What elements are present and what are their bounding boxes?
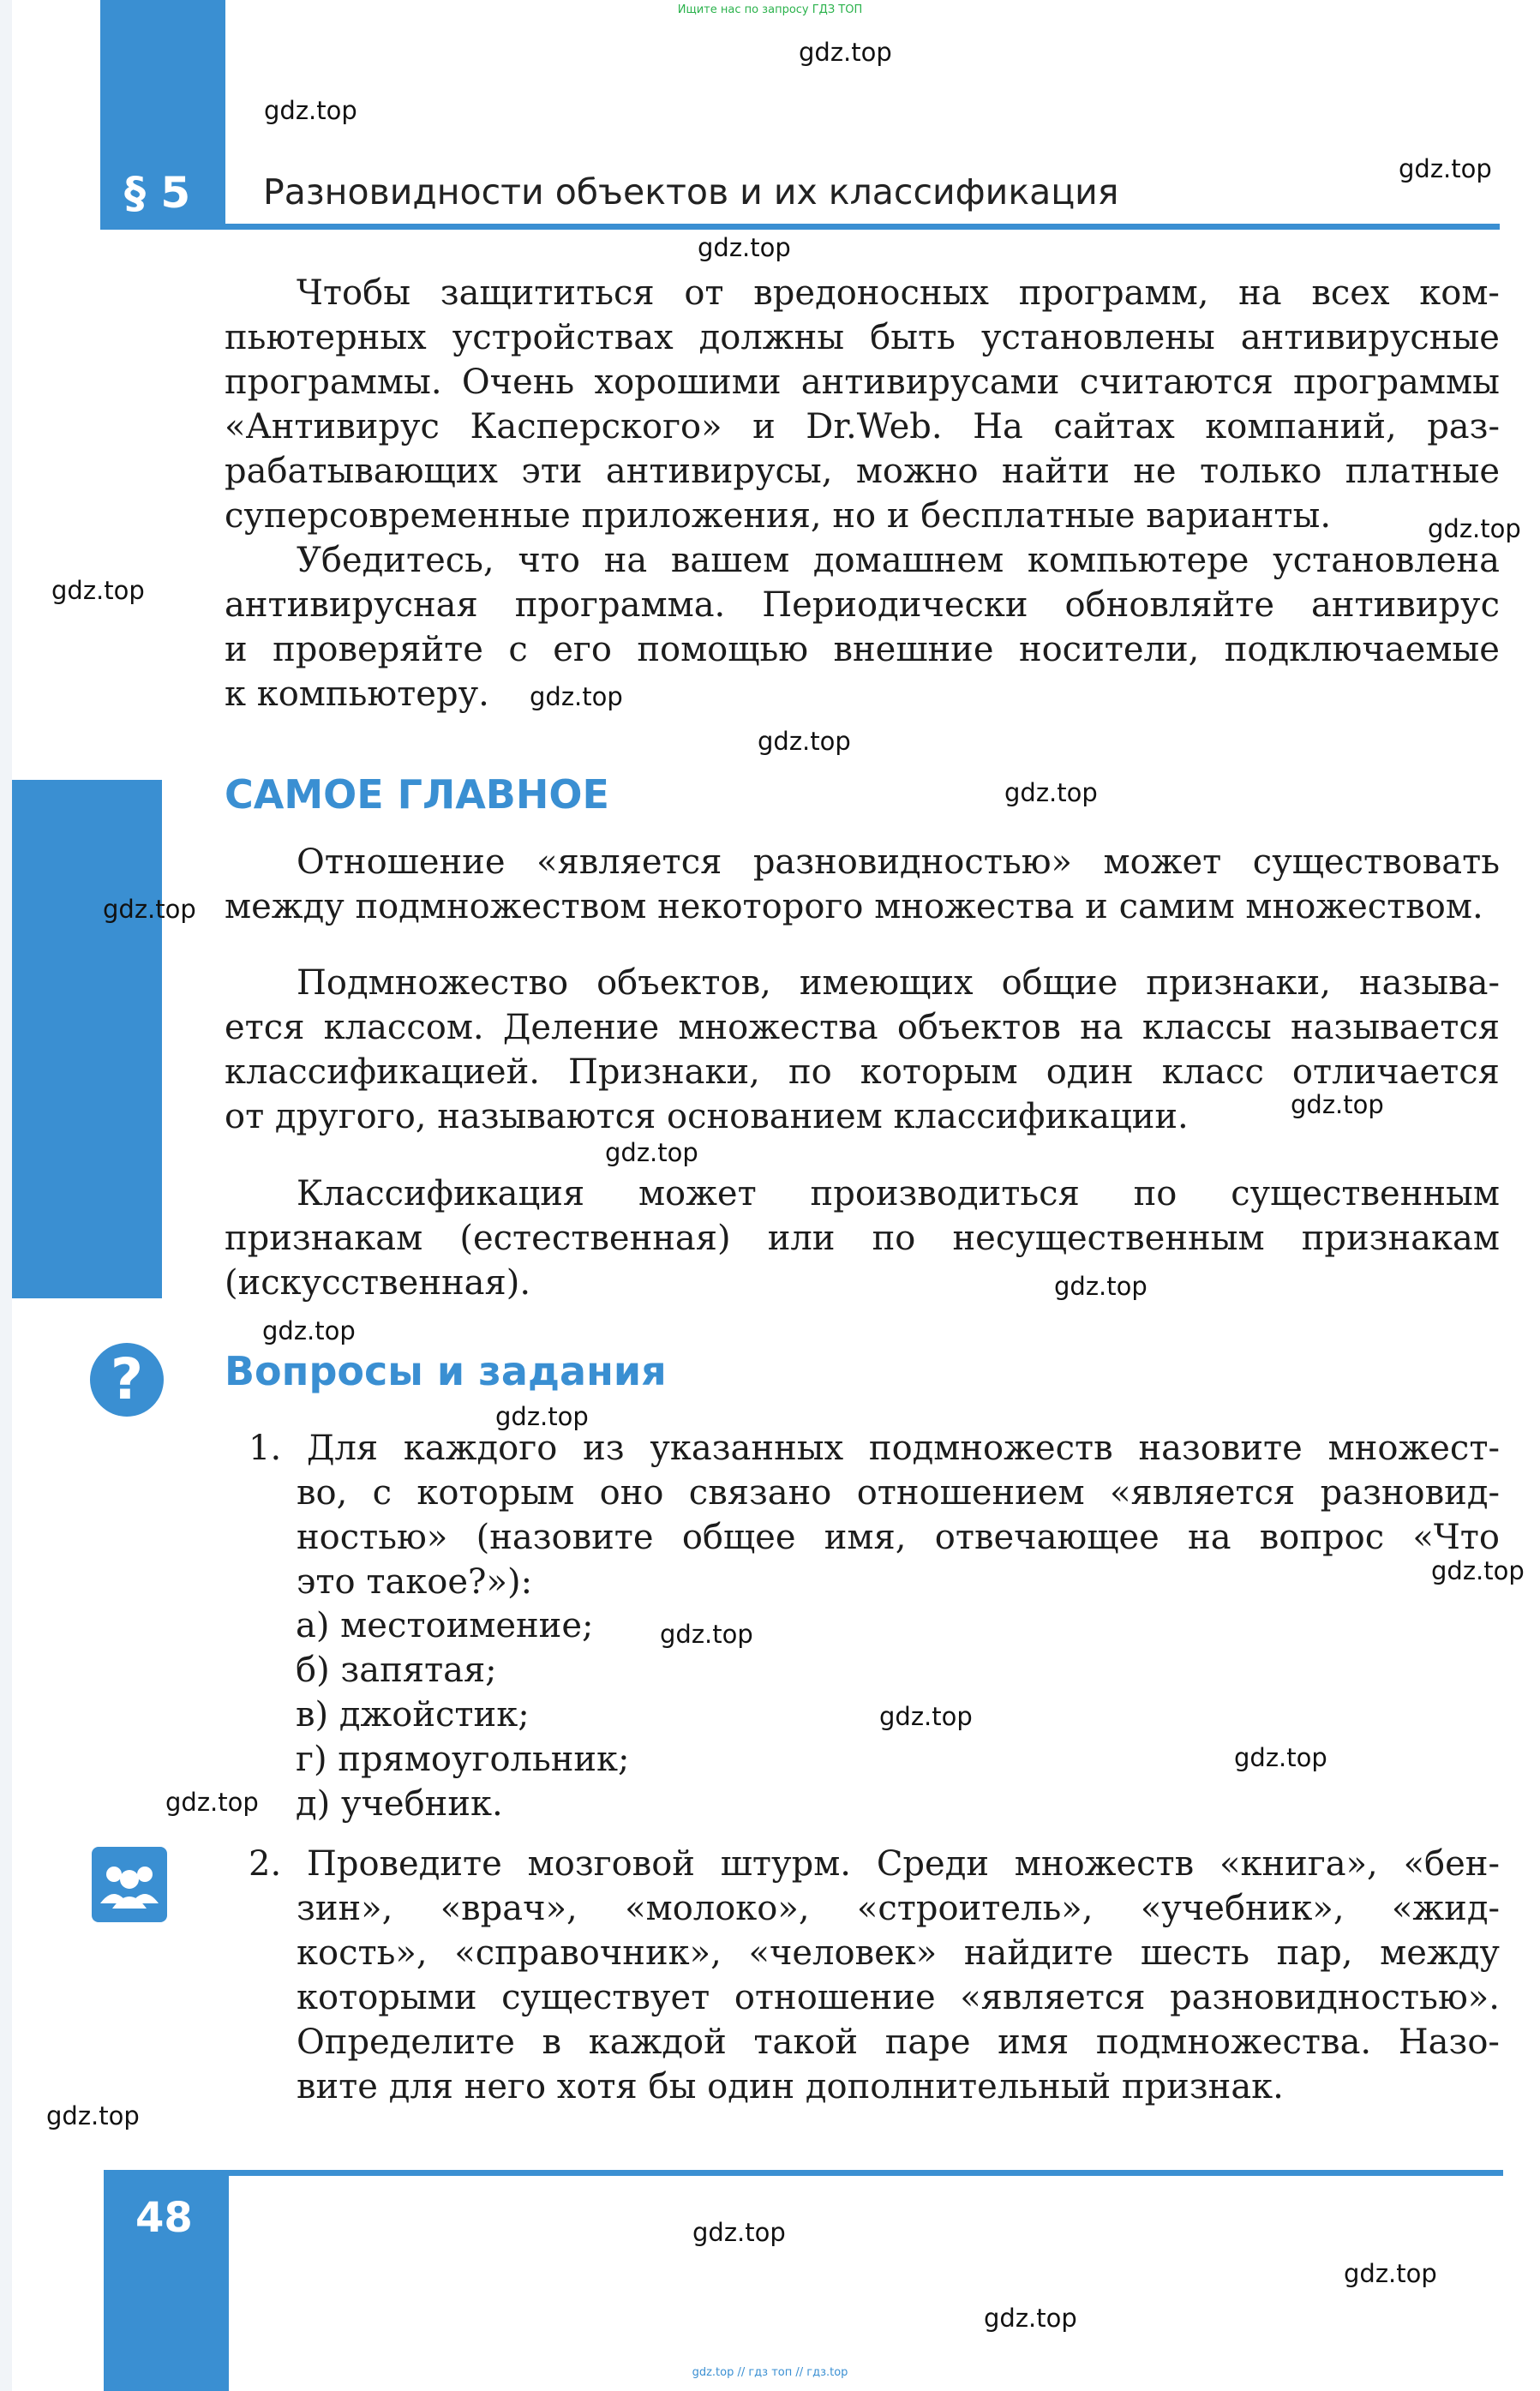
word: ется [225,1008,305,1047]
word: в [542,2022,562,2062]
word: подключаемые [1224,630,1500,669]
word: один [1046,1052,1134,1092]
word: только [1199,452,1322,491]
word: классом. [323,1008,484,1047]
word: Отношение [297,842,506,882]
word: по [872,1219,916,1258]
word: Деление [502,1008,660,1047]
question-1 [225,1426,1500,1604]
word: существовать [1252,842,1500,882]
text-line [225,315,1500,360]
word: хорошими [594,363,782,402]
word: не [1133,452,1177,491]
word: объектов [896,1008,1061,1047]
word: вопрос [1259,1518,1385,1557]
word: шесть [1140,1933,1249,1973]
word: объектов, [596,963,771,1003]
watermark: gdz.top [530,682,623,711]
word: общие [1001,963,1118,1003]
word: раз- [1427,407,1500,446]
word: с [372,1473,392,1513]
text-line [225,449,1500,494]
word: Очень [461,363,575,402]
word: отношение [734,1978,936,2017]
summary-heading: САМОЕ ГЛАВНОЕ [225,771,609,818]
word: к компьютеру. [225,674,489,714]
word: может [638,1174,757,1213]
word: вредоносных [753,273,989,313]
watermark: gdz.top [1431,1556,1525,1585]
word: быть [870,318,956,357]
text-line [225,1216,1500,1261]
word: (назовите [476,1518,654,1557]
word: «справочник», [454,1933,722,1973]
word: установлены [980,318,1215,357]
word: рабатывающих [225,452,498,491]
watermark: gdz.top [1054,1272,1148,1301]
word: подмножеств [868,1429,1113,1468]
word: (искусственная). [225,1263,531,1303]
word: антивирусами [800,363,1060,402]
word: указанных [650,1429,844,1468]
text-line [225,404,1500,449]
text-line [225,1005,1500,1050]
word: платные [1345,452,1500,491]
text-line [225,271,1500,315]
summary-paragraph-3 [225,1172,1500,1305]
word: Убедитесь, [297,541,494,580]
word: «врач», [440,1889,578,1928]
word: разновид- [1320,1473,1500,1513]
word: признакам [225,1219,423,1258]
left-margin-band [0,0,12,2391]
word: защититься [440,273,655,313]
text-line [225,2020,1500,2064]
word: Определите [297,2022,515,2062]
word: имеющих [799,963,974,1003]
word: имя [998,2022,1070,2062]
word: «является [960,1978,1146,2017]
word: «книга», [1219,1844,1378,1884]
word: самим [1118,887,1235,926]
word: от [684,273,724,313]
word: можно [855,452,979,491]
question-icon: ? [90,1343,164,1417]
word: «бен- [1403,1844,1500,1884]
word: имя, [824,1518,907,1557]
text-line [225,1975,1500,2020]
word: носители, [1018,630,1200,669]
word: подмножеством [355,887,647,926]
watermark: gdz.top [165,1788,259,1817]
word: с [508,630,528,669]
antivirus-paragraph [225,271,1500,538]
text-line [225,1261,1500,1305]
word: между [1380,1933,1500,1973]
word: на [603,541,648,580]
text-line [225,1515,1500,1560]
word: программы [1293,363,1500,402]
word: признаки, [1146,963,1331,1003]
word: существенным [1231,1174,1500,1213]
watermark: gdz.top [1234,1743,1327,1772]
word: отличается [1291,1052,1500,1092]
watermark: gdz.top [264,96,357,125]
word: связано [688,1473,832,1513]
watermark: gdz.top [262,1316,356,1345]
text-line [225,494,1500,538]
word: и [752,407,776,446]
word: «учебник», [1140,1889,1345,1928]
watermark: gdz.top [605,1138,698,1167]
word: производиться [810,1174,1080,1213]
section-title: Разновидности объектов и их классификация [263,171,1119,213]
word: установлена [1273,541,1500,580]
word: на [1238,273,1282,313]
word: устройствах [452,318,674,357]
text-line [225,672,1500,716]
text-line [225,627,1500,672]
word: называ- [1358,963,1500,1003]
text-line [225,1886,1500,1931]
word: 1. [249,1429,282,1468]
word: которым [860,1052,1018,1092]
word: называется [1291,1008,1500,1047]
top-note: Ищите нас по запросу ГДЗ ТОП [677,3,863,16]
word: обновляйте [1064,585,1275,625]
word: штурм. [720,1844,852,1884]
word: это такое?»): [297,1562,533,1602]
watermark: gdz.top [1004,778,1098,807]
word: назовите [1138,1429,1303,1468]
word: антивирусные [1240,318,1500,357]
word: подмножества. [1095,2022,1372,2062]
word: на [1080,1008,1124,1047]
watermark: gdz.top [660,1620,753,1649]
word: «Что [1412,1518,1500,1557]
section-number: § 5 [124,168,191,218]
word: существует [501,1978,710,2017]
word: каждой [588,2022,727,2062]
watermark: gdz.top [1399,154,1492,183]
word: от другого, называются основанием классификации. [225,1097,1189,1136]
word: суперсовременные приложения, но и бесплатные варианты. [225,496,1332,536]
word: на [1188,1518,1231,1557]
summary-margin-tab [12,780,162,1298]
word: мозговой [527,1844,695,1884]
word: внешние [833,630,994,669]
word: считаются [1079,363,1273,402]
text-line [225,1560,1500,1604]
word: и [1085,887,1108,926]
text-line [225,1842,1500,1886]
word: Касперского» [470,407,722,446]
watermark: gdz.top [799,38,892,67]
word: его [553,630,612,669]
word: разновидностью». [1170,1978,1500,2017]
text-line [225,1471,1500,1515]
word: которым [416,1473,575,1513]
word: во, [297,1473,348,1513]
bottom-note: gdz.top // гдз топ // гдз.top [692,2366,848,2379]
word: домашнем [812,541,1004,580]
word: которыми [297,1978,477,2017]
word: что [518,541,580,580]
word: На [973,407,1023,446]
word: антивирусы, [605,452,833,491]
word: паре [884,2022,971,2062]
word: найдите [963,1933,1114,1973]
word: эти [521,452,583,491]
word: и [225,630,248,669]
word: каждого [403,1429,558,1468]
watermark: gdz.top [1344,2259,1437,2288]
text-line [225,961,1500,1005]
questions-heading: Вопросы и задания [225,1348,667,1394]
word: классы [1142,1008,1272,1047]
word: отношением [856,1473,1085,1513]
word: по [1133,1174,1177,1213]
word: ком- [1419,273,1500,313]
word: несущественным [952,1219,1265,1258]
word: вашем [670,541,790,580]
word: Чтобы [297,273,411,313]
word: разновидностью» [752,842,1072,882]
word: программы. [225,363,442,402]
header-rule [100,224,1500,230]
word: класс [1161,1052,1264,1092]
text-line [225,538,1500,583]
text-line [225,360,1500,404]
word: сайтах [1053,407,1175,446]
check-antivirus-paragraph [225,538,1500,716]
word: или [767,1219,836,1258]
word: «человек» [748,1933,938,1973]
option-a: а) местоимение; [296,1606,594,1645]
word: кость», [297,1933,428,1973]
watermark: gdz.top [698,233,791,262]
word: Dr.Web. [806,407,943,446]
word: ностью» [297,1518,448,1557]
watermark: gdz.top [495,1402,589,1431]
word: Назо- [1398,2022,1500,2062]
option-c: в) джойстик; [296,1695,530,1735]
word: Среди [876,1844,989,1884]
word: компаний, [1205,407,1397,446]
watermark: gdz.top [1291,1090,1384,1119]
word: вите для него хотя бы один дополнительный признак. [297,2067,1284,2106]
word: из [583,1429,625,1468]
word: Для [306,1429,379,1468]
word: «является [536,842,722,882]
word: множества [874,887,1075,926]
word: между [225,887,345,926]
watermark: gdz.top [51,576,145,605]
word: отвечающее [934,1518,1159,1557]
word: антивирус [1310,585,1500,625]
word: множества [678,1008,878,1047]
word: найти [1001,452,1110,491]
watermark: gdz.top [879,1702,973,1731]
word: всех [1311,273,1390,313]
text-line [225,1172,1500,1216]
word: Признаки, [568,1052,760,1092]
word: «жид- [1391,1889,1500,1928]
word: «строитель», [856,1889,1094,1928]
word: некоторого [657,887,864,926]
group-work-icon [92,1847,167,1922]
word: Проведите [306,1844,502,1884]
question-2 [225,1842,1500,2109]
word: 2. [249,1844,282,1884]
word: оно [599,1473,664,1513]
watermark: gdz.top [692,2218,786,2247]
word: программа. [514,585,726,625]
word: программ, [1018,273,1209,313]
word: (естественная) [459,1219,731,1258]
word: может [1103,842,1222,882]
watermark: gdz.top [46,2101,140,2130]
word: множест- [1327,1429,1500,1468]
word: Периодически [762,585,1028,625]
word: антивирусная [225,585,478,625]
word: помощью [637,630,809,669]
word: «Антивирус [225,407,440,446]
word: Подмножество [297,963,569,1003]
option-e: д) учебник. [296,1784,503,1824]
word: пьютерных [225,318,427,357]
watermark: gdz.top [758,727,851,756]
word: по [788,1052,832,1092]
word: пар, [1276,1933,1353,1973]
word: признакам [1301,1219,1500,1258]
word: множеств [1014,1844,1195,1884]
page-number: 48 [135,2194,193,2242]
text-line [225,1050,1500,1094]
word: Классификация [297,1174,585,1213]
text-line [225,1931,1500,1975]
text-line [225,583,1500,627]
word: общее [681,1518,796,1557]
word: «молоко», [625,1889,810,1928]
word: компьютере [1027,541,1249,580]
word: должны [698,318,845,357]
text-line [225,884,1500,929]
text-line [225,1426,1500,1471]
option-d: г) прямоугольник; [296,1740,630,1779]
footer-rule [104,2170,1503,2176]
watermark: gdz.top [1428,514,1521,543]
word: множеством. [1245,887,1483,926]
option-b: б) запятая; [296,1651,497,1690]
watermark: gdz.top [103,895,196,924]
text-line [225,840,1500,884]
summary-paragraph-1 [225,840,1500,929]
word: «является [1109,1473,1296,1513]
watermark: gdz.top [984,2304,1077,2333]
word: классификацией. [225,1052,540,1092]
text-line [225,2064,1500,2109]
word: зин», [297,1889,393,1928]
word: проверяйте [273,630,483,669]
word: такой [753,2022,859,2062]
